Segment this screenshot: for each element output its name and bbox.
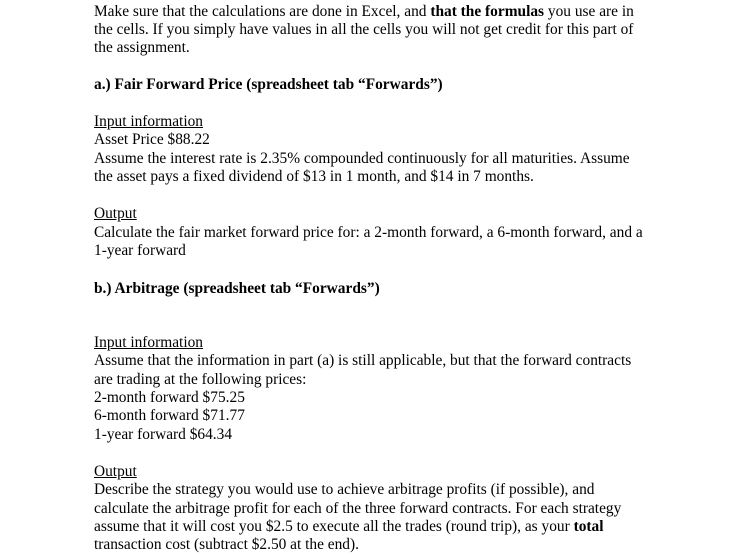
part-b-price-1-year: 1-year forward $64.34	[94, 426, 233, 443]
part-a-output-line-2: 1-year forward	[94, 242, 186, 259]
part-b-output-line-2: calculate the arbitrage profit for each of the three forward contracts. For each strategy	[94, 500, 622, 517]
intro-line-2: the cells. If you simply have values in all the cells you will not get credit for this part of	[94, 21, 634, 38]
part-b-input-line-1: Assume that the information in part (a) is still applicable, but that the forward contracts	[94, 352, 632, 369]
part-b-emphasis-total: total	[573, 518, 604, 535]
intro-line-1	[94, 3, 634, 21]
intro-line-3: the assignment.	[94, 39, 190, 56]
part-b-input-line-2: are trading at the following prices:	[94, 371, 307, 388]
part-a-output-line-1: Calculate the fair market forward price for: a 2-month forward, a 6-month forward, and a	[94, 224, 643, 241]
part-b-input-title: Input information	[94, 334, 203, 351]
intro-emphasis-formulas: that the formulas	[430, 3, 545, 20]
part-a-asset-price: Asset Price $88.22	[94, 131, 210, 148]
part-b-output-title: Output	[94, 463, 137, 480]
intro-text-1a: Make sure that the calculations are done in Excel, and	[94, 3, 431, 20]
part-b-heading: b.) Arbitrage (spreadsheet tab “Forwards”)	[94, 280, 380, 297]
part-b-price-2-month: 2-month forward $75.25	[94, 389, 245, 406]
part-a-output-title: Output	[94, 205, 137, 222]
part-a-input-title: Input information	[94, 113, 203, 130]
part-b-output-line-3	[94, 518, 603, 536]
part-b-output-line-1: Describe the strategy you would use to achieve arbitrage profits (if possible), and	[94, 481, 595, 498]
intro-text-1c: you use are in	[544, 3, 634, 20]
part-b-output-text-3a: assume that it will cost you $2.5 to execute all the trades (round trip), as your	[94, 518, 574, 535]
part-b-price-6-month: 6-month forward $71.77	[94, 407, 245, 424]
part-a-assume-line-1: Assume the interest rate is 2.35% compounded continuously for all maturities. Assume	[94, 150, 630, 167]
part-a-assume-line-2: the asset pays a fixed dividend of $13 in 1 month, and $14 in 7 months.	[94, 168, 534, 185]
part-a-heading: a.) Fair Forward Price (spreadsheet tab “Forwards”)	[94, 76, 443, 93]
part-b-output-line-4: transaction cost (subtract $2.50 at the end).	[94, 536, 359, 553]
